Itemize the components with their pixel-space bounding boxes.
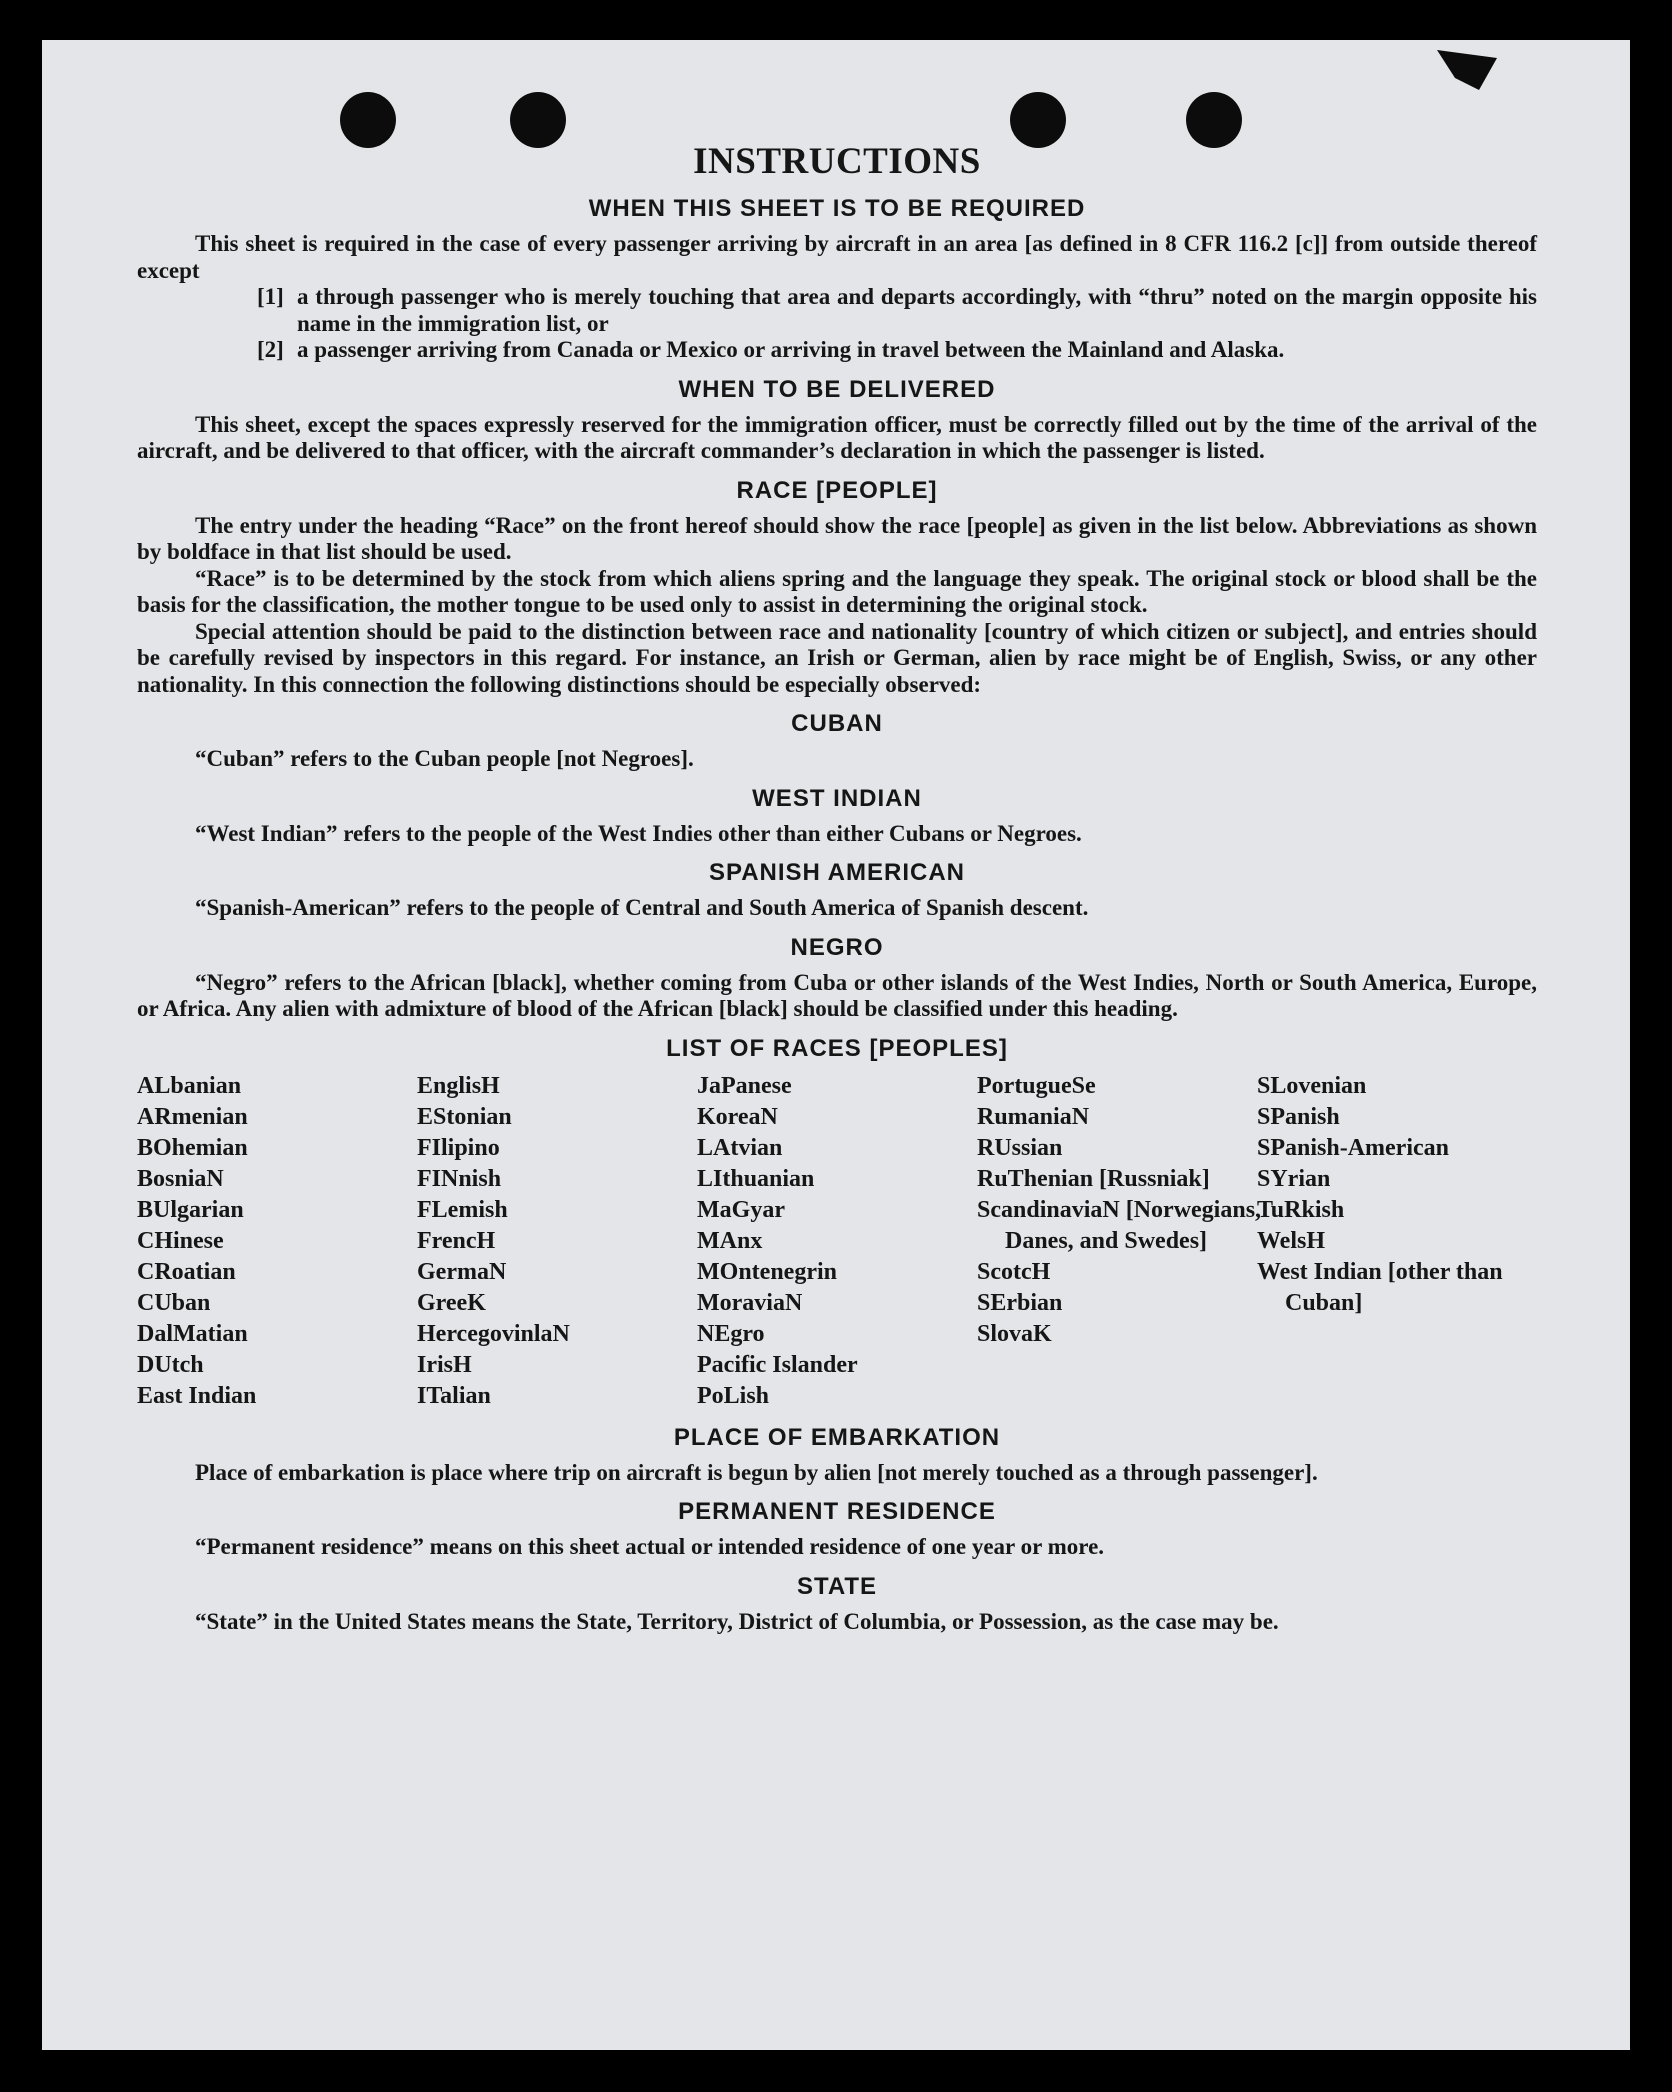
race-entry: EStonian [417, 1103, 512, 1130]
paragraph-delivered: This sheet, except the spaces expressly reserved for the immigration officer, must be correctly filled out by the time of the arrival of the aircraft, and be delivered to that officer, with the aircraft commander’s declaration in which the passenger is listed. [137, 411, 1537, 463]
race-entry: DalMatian [137, 1320, 248, 1347]
race-entry: SYrian [1257, 1165, 1331, 1192]
paragraph-race-2: “Race” is to be determined by the stock from which aliens spring and the language they speak. The original stock or blood shall be the basis for the classification, the mother tongue to be used only to assist in determining the original stock. [137, 565, 1537, 617]
race-entry: BosniaN [137, 1165, 224, 1192]
race-entry: PoLish [697, 1382, 770, 1409]
paragraph-negro: “Negro” refers to the African [black], whether coming from Cuba or other islands of the West Indies, North or South America, Europe, or Africa. Any alien with admixture of blood of the African [black] should be classified under this heading. [137, 969, 1537, 1021]
races-column [1257, 1071, 1537, 1412]
list-item [257, 284, 1537, 337]
race-entry: BOhemian [137, 1134, 248, 1161]
torn-corner [1437, 50, 1497, 90]
races-column [137, 1071, 417, 1412]
paragraph-required-intro: This sheet is required in the case of every passenger arriving by aircraft in an area [as defined in 8 CFR 116.2 [c]] from outside thereof except [137, 231, 1537, 283]
race-entry: LAtvian [697, 1134, 783, 1161]
race-entry: EnglisH [417, 1072, 500, 1099]
section-heading-required: WHEN THIS SHEET IS TO BE REQUIRED [588, 195, 1086, 222]
race-entry: SErbian [977, 1289, 1063, 1316]
race-entry: MoraviaN [697, 1289, 803, 1316]
section-heading-cuban: CUBAN [791, 710, 883, 737]
item-number: [2] [257, 337, 284, 362]
race-entry: FINnish [417, 1165, 502, 1192]
race-entry: WelsH [1257, 1227, 1326, 1254]
race-entry: East Indian [137, 1382, 257, 1409]
race-entry: HercegovinlaN [417, 1320, 570, 1347]
section-heading-list-of-races: LIST OF RACES [PEOPLES] [666, 1034, 1008, 1062]
section-heading-negro: NEGRO [790, 933, 884, 961]
list-item [257, 337, 1537, 364]
races-column [977, 1071, 1262, 1412]
race-entry: TuRkish [1257, 1196, 1345, 1223]
races-column [697, 1071, 977, 1412]
race-entry: JaPanese [697, 1072, 792, 1099]
race-entry: DUtch [137, 1351, 204, 1378]
paragraph-embarkation: Place of embarkation is place where trip on aircraft is begun by alien [not merely touched as a through passenger]. [195, 1459, 1318, 1485]
instructions-content [137, 140, 1537, 1635]
race-entry: FIlipino [417, 1134, 500, 1161]
section-heading-spanish-american: SPANISH AMERICAN [708, 859, 965, 886]
item-number: [1] [257, 284, 284, 309]
item-text: a through passenger who is merely touching that area and departs accordingly, with “thru” noted on the margin opposite his name in the immigration list, or [297, 284, 1537, 336]
section-heading-residence: PERMANENT RESIDENCE [678, 1498, 996, 1525]
paragraph-cuban: “Cuban” refers to the Cuban people [not Negroes]. [195, 746, 694, 771]
race-entry: ScotcH [977, 1258, 1051, 1285]
race-entry: IrisH [417, 1351, 472, 1378]
race-entry: SPanish [1257, 1103, 1340, 1130]
race-entry: GermaN [417, 1258, 507, 1285]
section-heading-delivered: WHEN TO BE DELIVERED [678, 375, 996, 403]
race-entry: SLovenian [1257, 1072, 1367, 1099]
race-entry: RUssian [977, 1134, 1063, 1161]
document-sheet [42, 40, 1630, 2050]
race-entry: MOntenegrin [697, 1258, 837, 1285]
section-heading-west-indian: WEST INDIAN [752, 784, 922, 812]
race-entry: ARmenian [137, 1103, 248, 1130]
page-title: INSTRUCTIONS [693, 141, 981, 182]
race-entry: CUban [137, 1289, 211, 1316]
race-entry: FLemish [417, 1196, 508, 1223]
race-entry: MaGyar [697, 1196, 785, 1223]
paragraph-state: “State” in the United States means the State, Territory, District of Columbia, or Possession, as the case may be. [195, 1608, 1279, 1634]
paragraph-race-1: The entry under the heading “Race” on the front hereof should show the race [people] as given in the list below. Abbreviations as shown by boldface in that list should be used. [137, 512, 1537, 564]
race-entry: ITalian [417, 1382, 491, 1409]
paragraph-west-indian: “West Indian” refers to the people of the West Indies other than either Cubans or Negroes. [195, 820, 1082, 846]
race-entry: NEgro [697, 1320, 765, 1347]
paragraph-race-3: Special attention should be paid to the distinction between race and nationality [country of which citizen or subject], and entries should be carefully revised by inspectors in this regard. For instance, an Irish or German, alien by race might be of English, Swiss, or any other nationality. In this connection the following distinctions should be especially observed: [137, 618, 1537, 697]
races-column [417, 1071, 697, 1412]
race-entry: RuThenian [Russniak] [977, 1165, 1210, 1192]
item-text: a passenger arriving from Canada or Mexico or arriving in travel between the Mainland and Alaska. [297, 337, 1285, 362]
section-heading-state: STATE [796, 1572, 878, 1600]
race-entry: PortugueSe [977, 1072, 1096, 1099]
section-heading-race: RACE [PEOPLE] [736, 476, 938, 504]
race-entry: RumaniaN [977, 1103, 1090, 1130]
race-entry: CRoatian [137, 1258, 236, 1285]
race-entry: GreeK [417, 1289, 486, 1316]
race-entry: ALbanian [137, 1072, 242, 1099]
race-entry: CHinese [137, 1227, 224, 1254]
race-entry: MAnx [697, 1227, 763, 1254]
race-entry: ScandinaviaN [Norwegians, Danes, and Swedes] [977, 1196, 1262, 1254]
races-list [137, 1071, 1537, 1412]
race-entry: BUlgarian [137, 1196, 244, 1223]
race-entry: SlovaK [977, 1320, 1052, 1347]
paragraph-spanish-american: “Spanish-American” refers to the people of Central and South America of Spanish descent. [195, 895, 1089, 920]
paragraph-residence: “Permanent residence” means on this sheet actual or intended residence of one year or more. [195, 1534, 1105, 1559]
exception-list [257, 284, 1537, 364]
section-heading-embarkation: PLACE OF EMBARKATION [673, 1423, 1001, 1451]
race-entry: FrencH [417, 1227, 496, 1254]
race-entry: LIthuanian [697, 1165, 815, 1192]
race-entry: West Indian [other than Cuban] [1257, 1258, 1503, 1316]
race-entry: KoreaN [697, 1103, 778, 1130]
race-entry: Pacific Islander [697, 1351, 858, 1378]
race-entry: SPanish-American [1257, 1134, 1449, 1161]
